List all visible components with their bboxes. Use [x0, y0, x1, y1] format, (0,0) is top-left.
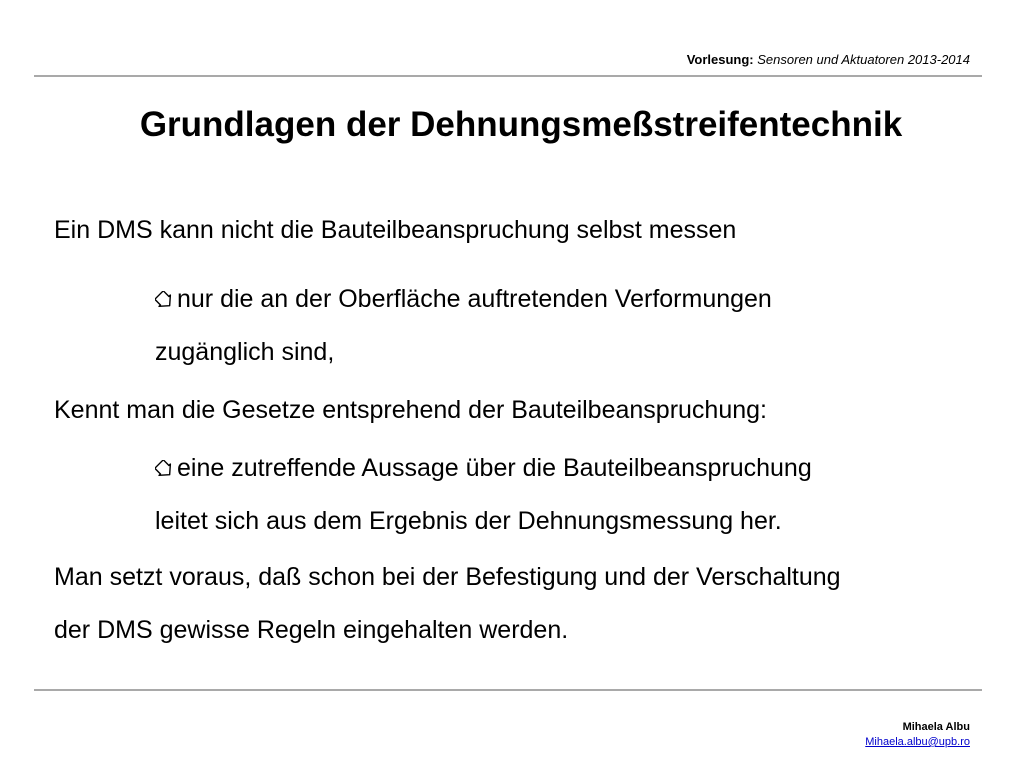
- sub-point-2-line-1: eine zutreffende Aussage über die Bauteilbeanspruchung: [177, 454, 812, 482]
- sub-point-2-line-2: leitet sich aus dem Ergebnis der Dehnungsmessung her.: [155, 507, 782, 535]
- hollow-arrow-icon: [155, 284, 177, 314]
- hollow-arrow-icon: [155, 453, 177, 483]
- sub-point-1-line-2: zugänglich sind,: [155, 338, 335, 366]
- header-divider: [34, 75, 982, 77]
- slide-header: [687, 52, 970, 68]
- sub-point-2: [155, 453, 812, 483]
- header-course: Sensoren und Aktuatoren 2013-2014: [757, 52, 970, 67]
- header-label: Vorlesung:: [686, 52, 754, 67]
- footer-divider: [34, 689, 982, 691]
- slide-title: Grundlagen der Dehnungsmeßstreifentechnik: [139, 105, 903, 144]
- slide-footer: [865, 720, 970, 750]
- sub-point-1-line-1: nur die an der Oberfläche auftretenden Verformungen: [177, 285, 772, 313]
- paragraph-3-line-1: Man setzt voraus, daß schon bei der Befestigung und der Verschaltung: [54, 563, 841, 591]
- footer-email-link[interactable]: Mihaela.albu@upb.ro: [865, 736, 970, 748]
- footer-author: Mihaela Albu: [902, 721, 970, 733]
- paragraph-3-line-2: der DMS gewisse Regeln eingehalten werden.: [54, 616, 569, 644]
- paragraph-2: Kennt man die Gesetze entsprehend der Bauteilbeanspruchung:: [54, 396, 767, 424]
- sub-point-1: [155, 284, 772, 314]
- paragraph-1: Ein DMS kann nicht die Bauteilbeanspruchung selbst messen: [54, 216, 737, 244]
